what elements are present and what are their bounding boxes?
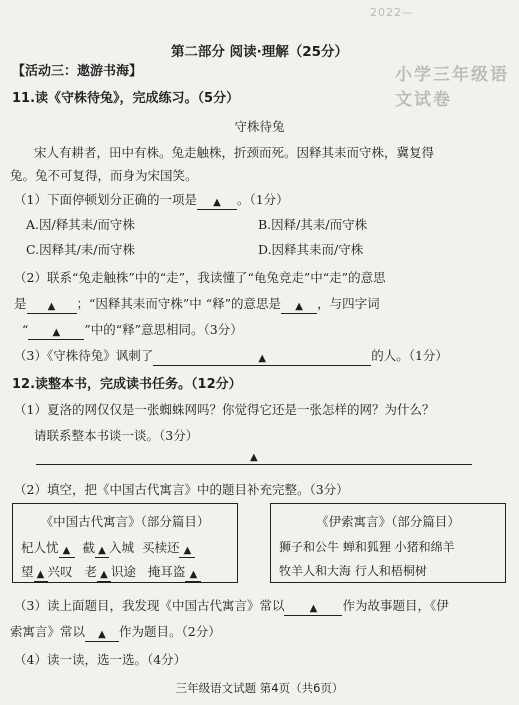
page-footer: 三年级语文试题 第4页（共6页）: [175, 681, 344, 695]
q12-sub2: （2）填空，把《中国古代寓言》中的题目补充完整。（3分）: [14, 482, 349, 497]
fable-text: 入城: [108, 540, 134, 555]
triangle-marker-icon: ▲: [250, 452, 258, 463]
answer-blank[interactable]: [59, 544, 75, 558]
part-title: 第二部分 阅读·理解（25分）: [170, 44, 349, 60]
triangle-marker-icon: ▲: [98, 629, 106, 640]
option-a[interactable]: A.因/释其耒/而守株: [26, 217, 135, 232]
answer-line[interactable]: [36, 464, 472, 465]
fable-text: 杞人忧: [21, 540, 59, 555]
aesop-fables-row-2: 牧羊人和大海 行人和梧桐树: [279, 564, 427, 578]
q11-sub2-text-b: ；“因释其耒而守株”中 “释”的意思是: [76, 296, 282, 311]
q11-sub1-tail: 。（1分）: [236, 192, 289, 207]
aesop-fables-row-1: 狮子和公牛 蝉和狐狸 小猪和绵羊: [279, 540, 455, 554]
q11-heading: 11.读《守株待兔》，完成练习。（5分）: [12, 91, 240, 106]
chinese-fables-box: [12, 503, 238, 583]
fable-text: 望: [21, 564, 34, 579]
chinese-fables-title: 《中国古代寓言》（部分篇目）: [40, 514, 210, 529]
q12-sub1-line2: 请联系整本书谈一谈。（3分）: [34, 428, 199, 443]
answer-blank[interactable]: [97, 568, 111, 582]
story-line-2: 兔。兔不可复得，而身为宋国笑。: [10, 168, 198, 183]
q11-sub1: [14, 190, 289, 210]
triangle-marker-icon: ▲: [47, 301, 56, 312]
answer-blank[interactable]: [28, 326, 84, 340]
q11-sub3-text-a: （3）《守株待兔》讽刺了: [14, 348, 154, 363]
aesop-fables-box: [270, 503, 506, 583]
triangle-marker-icon: ▲: [52, 327, 61, 338]
fable-text: 兴叹: [47, 564, 73, 579]
q11-sub2-text-a: 是: [14, 296, 27, 311]
q11-sub2-quote-open: “: [22, 322, 29, 337]
option-d[interactable]: D.因释其耒而/守株: [258, 242, 364, 257]
story-line-1: 宋人有耕者，田中有株。兔走触株，折颈而死。因释其耒而守株，冀复得: [34, 145, 435, 160]
q12-sub3-text-b: 作为故事题目，《伊: [342, 598, 449, 613]
q12-heading: 12.读整本书，完成读书任务。（12分）: [12, 377, 242, 392]
chinese-fables-row-1: [21, 538, 195, 558]
q12-sub3-line1: [14, 596, 449, 616]
q11-sub2-text-c: ，与四字词: [317, 296, 380, 311]
aesop-fables-title: 《伊索寓言》（部分篇目）: [316, 514, 460, 529]
answer-blank[interactable]: [179, 544, 195, 558]
story-title: 守株待兔: [234, 119, 285, 134]
fable-text: 买椟还: [141, 540, 180, 555]
faded-header-text: 2022—: [370, 6, 414, 19]
answer-blank[interactable]: [34, 568, 48, 582]
q11-sub2-line3: [22, 320, 243, 340]
q11-sub1-text: （1）下面停顿划分正确的一项是: [14, 192, 197, 207]
fable-text: 掩耳盗: [147, 564, 186, 579]
fable-text: 老: [84, 564, 97, 579]
q12-sub3-text-d: 作为题目。（2分）: [119, 624, 221, 639]
q12-sub3-text-c: 索寓言》常以: [10, 624, 86, 639]
triangle-marker-icon: ▲: [295, 301, 303, 312]
triangle-marker-icon: ▲: [309, 603, 318, 614]
q11-sub2-text-d: ”中的“释”意思相同。（3分）: [84, 322, 243, 337]
option-b[interactable]: B.因释/其耒/而守株: [258, 217, 368, 232]
answer-blank[interactable]: [284, 602, 342, 616]
triangle-marker-icon: ▲: [98, 545, 106, 556]
q11-sub2-line2: [14, 294, 380, 314]
q11-sub2-line1: （2）联系“兔走触株”中的“走”，我读懂了“龟兔竞走”中“走”的意思: [14, 270, 386, 285]
q12-sub4: （4）读一读，选一选。（4分）: [14, 652, 187, 667]
triangle-marker-icon: ▲: [100, 569, 108, 580]
triangle-marker-icon: ▲: [183, 545, 192, 556]
answer-blank[interactable]: [185, 568, 201, 582]
triangle-marker-icon: ▲: [62, 545, 71, 556]
fable-text: 截: [82, 540, 95, 555]
answer-blank[interactable]: [153, 352, 371, 366]
q12-sub3-text-a: （3）读上面题目，我发现《中国古代寓言》常以: [14, 598, 285, 613]
chinese-fables-row-2: [21, 562, 201, 582]
triangle-marker-icon: ▲: [258, 353, 267, 364]
triangle-marker-icon: ▲: [36, 569, 45, 580]
q11-sub3: [14, 346, 448, 366]
answer-blank[interactable]: [27, 300, 77, 314]
activity-label: 【活动三：遨游书海】: [12, 64, 143, 79]
answer-blank[interactable]: [85, 628, 119, 642]
q12-sub1-line1: （1）夏洛的网仅仅是一张蜘蛛网吗？你觉得它还是一张怎样的网？为什么？: [14, 402, 435, 417]
answer-blank[interactable]: [95, 544, 109, 558]
triangle-marker-icon: ▲: [213, 197, 221, 208]
answer-blank[interactable]: [281, 300, 317, 314]
fable-text: 识途: [110, 564, 136, 579]
triangle-marker-icon: ▲: [189, 569, 198, 580]
faded-watermark-title: 小学三年级语文试卷: [395, 65, 509, 110]
answer-blank[interactable]: [197, 196, 237, 210]
option-c[interactable]: C.因释其/耒/而守株: [26, 242, 136, 257]
q12-sub3-line2: [10, 622, 221, 642]
q11-sub3-text-b: 的人。（1分）: [371, 348, 448, 363]
